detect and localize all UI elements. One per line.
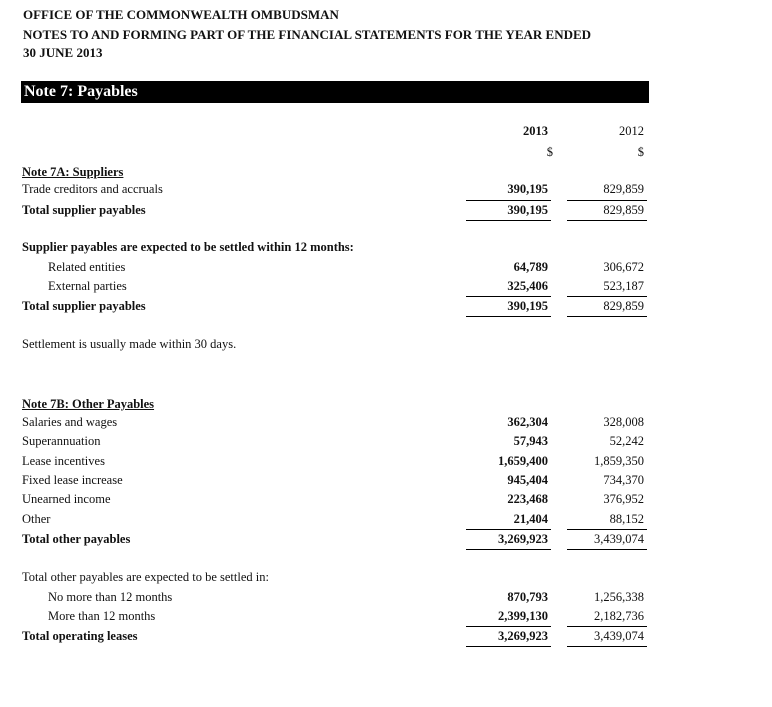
divider (466, 316, 551, 317)
table-row (0, 588, 772, 607)
col-2013: 2013 (523, 124, 548, 138)
table-row (0, 490, 772, 509)
settle-heading: Supplier payables are expected to be settled within 12 months: (22, 240, 354, 254)
row-label: Total supplier payables (22, 203, 146, 217)
value-2013: 21,404 (513, 512, 548, 526)
settlement-note: Settlement is usually made within 30 days. (22, 337, 237, 351)
settle-heading: Total other payables are expected to be settled in: (22, 570, 269, 584)
table-row-total (0, 530, 772, 549)
value-2012: 3,439,074 (594, 532, 644, 546)
value-2013: 945,404 (507, 473, 548, 487)
table-row (0, 413, 772, 432)
value-2012: 1,256,338 (594, 590, 644, 604)
divider (567, 646, 647, 647)
divider (466, 549, 551, 550)
note7b-section (0, 395, 772, 414)
table-row (0, 277, 772, 296)
divider (567, 549, 647, 550)
value-2012: 829,859 (603, 182, 644, 196)
value-2013: 3,269,923 (498, 629, 548, 643)
table-row-total (0, 201, 772, 220)
value-2013: 3,269,923 (498, 532, 548, 546)
col-unit-2012: $ (637, 145, 644, 159)
report-date: 30 JUNE 2013 (23, 45, 103, 60)
divider (567, 220, 647, 221)
note7a-heading: Note 7A: Suppliers (22, 165, 124, 179)
value-2013: 390,195 (507, 182, 548, 196)
table-row-total (0, 627, 772, 646)
value-2013: 390,195 (507, 203, 548, 217)
value-2013: 362,304 (507, 415, 548, 429)
settle-heading-row (0, 568, 772, 587)
value-2013: 64,789 (513, 260, 548, 274)
divider (567, 316, 647, 317)
settlement-note-row (0, 335, 772, 354)
value-2012: 734,370 (603, 473, 644, 487)
value-2013: 870,793 (507, 590, 548, 604)
table-row (0, 258, 772, 277)
row-label: Trade creditors and accruals (22, 182, 163, 196)
row-label: Total supplier payables (22, 299, 146, 313)
row-label: Unearned income (22, 492, 111, 506)
row-label: Lease incentives (22, 454, 105, 468)
value-2012: 306,672 (603, 260, 644, 274)
report-org-title: OFFICE OF THE COMMONWEALTH OMBUDSMAN (23, 7, 339, 22)
col-unit-2013: $ (546, 145, 553, 159)
settle-heading-row (0, 238, 772, 257)
table-row-total (0, 297, 772, 316)
divider (466, 646, 551, 647)
row-label: Superannuation (22, 434, 101, 448)
column-years (0, 122, 772, 141)
row-label: Fixed lease increase (22, 473, 123, 487)
value-2012: 829,859 (603, 299, 644, 313)
value-2012: 1,859,350 (594, 454, 644, 468)
row-label: More than 12 months (48, 609, 156, 623)
value-2012: 328,008 (603, 415, 644, 429)
table-row (0, 180, 772, 199)
value-2012: 2,182,736 (594, 609, 644, 623)
table-row (0, 452, 772, 471)
value-2013: 1,659,400 (498, 454, 548, 468)
value-2013: 223,468 (507, 492, 548, 506)
report-subtitle: NOTES TO AND FORMING PART OF THE FINANCIAL STATEMENTS FOR THE YEAR ENDED (23, 27, 592, 42)
note7b-heading: Note 7B: Other Payables (22, 397, 155, 411)
value-2013: 2,399,130 (498, 609, 548, 623)
divider (466, 220, 551, 221)
value-2012: 829,859 (603, 203, 644, 217)
row-label: Salaries and wages (22, 415, 118, 429)
value-2012: 376,952 (603, 492, 644, 506)
value-2013: 325,406 (507, 279, 548, 293)
column-units (0, 143, 772, 162)
row-label: Total other payables (22, 532, 131, 546)
value-2012: 88,152 (609, 512, 644, 526)
row-label: Other (22, 512, 51, 526)
table-row (0, 432, 772, 451)
table-row (0, 471, 772, 490)
value-2012: 523,187 (603, 279, 644, 293)
value-2012: 52,242 (609, 434, 644, 448)
table-row (0, 607, 772, 626)
row-label: Related entities (48, 260, 126, 274)
col-2012: 2012 (619, 124, 644, 138)
table-row (0, 510, 772, 529)
row-label: No more than 12 months (48, 590, 173, 604)
note-title-bar: Note 7: Payables (21, 81, 649, 103)
row-label: External parties (48, 279, 127, 293)
value-2012: 3,439,074 (594, 629, 644, 643)
value-2013: 390,195 (507, 299, 548, 313)
value-2013: 57,943 (513, 434, 548, 448)
row-label: Total operating leases (22, 629, 138, 643)
